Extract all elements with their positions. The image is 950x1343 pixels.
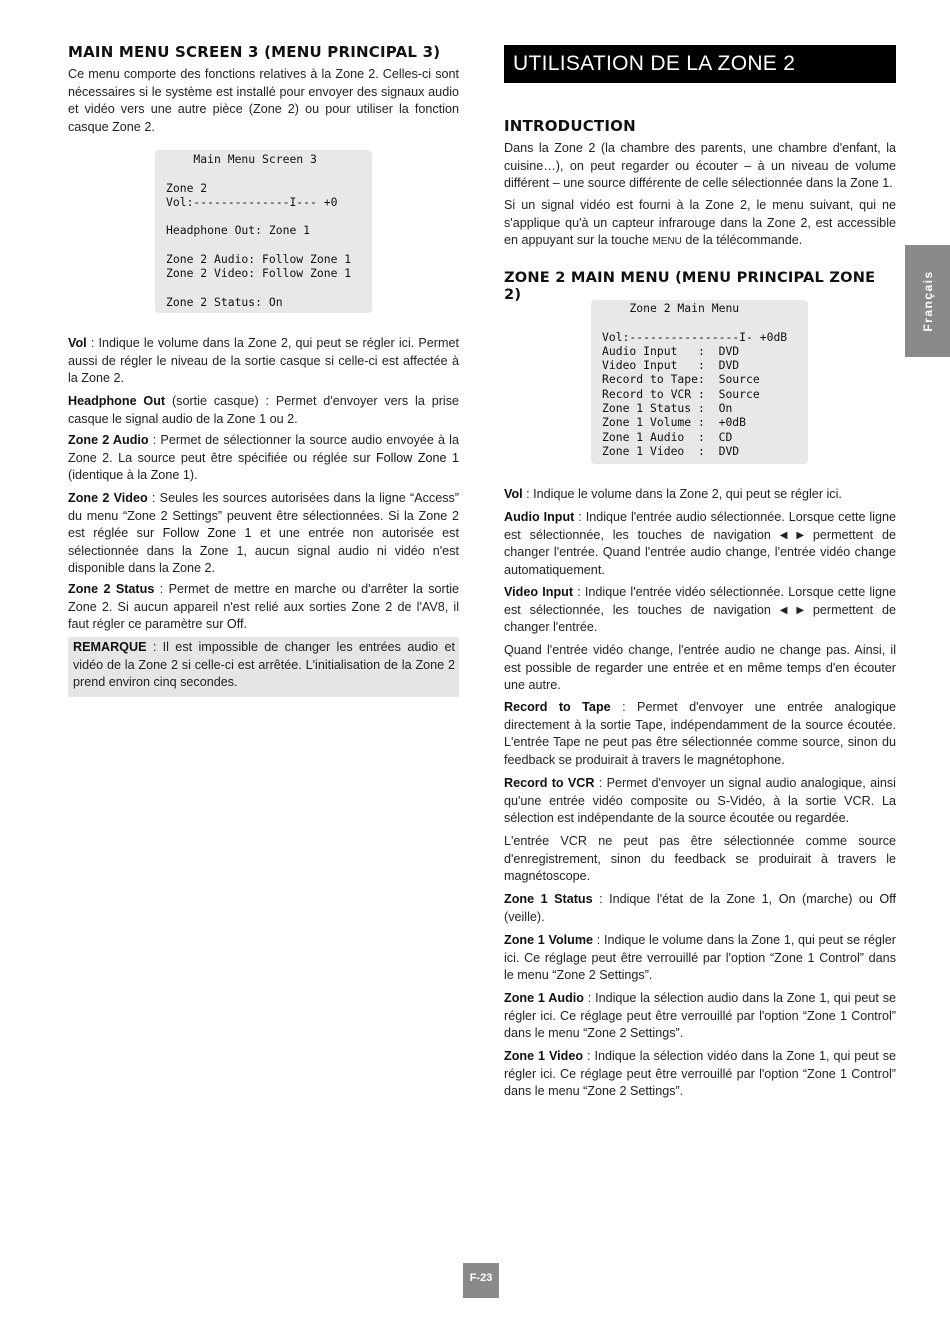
screen-line: Headphone Out: Zone 1 bbox=[166, 223, 311, 238]
zone1-status-term: Zone 1 Status bbox=[504, 892, 593, 906]
video-input-description bbox=[504, 584, 896, 637]
chapter-banner bbox=[504, 45, 896, 83]
screen-line: Zone 2 Video: Follow Zone 1 bbox=[166, 266, 352, 281]
screen-line: Main Menu Screen 3 bbox=[166, 152, 317, 166]
remark-box bbox=[68, 637, 459, 697]
headphone-term: Headphone Out bbox=[68, 394, 166, 408]
zone1-audio-description bbox=[504, 990, 896, 1043]
video-input-term: Video Input bbox=[504, 585, 574, 599]
vol-description bbox=[68, 335, 459, 388]
language-tab-label: Français bbox=[920, 270, 935, 332]
right-vol-description bbox=[504, 486, 896, 504]
video-input-text: : Indique l'entrée vidéo sélectionnée. Lorsque cette ligne est sélectionnée, les touches de navigation bbox=[504, 585, 896, 617]
intro-p2-end: de la télécommande. bbox=[681, 233, 803, 248]
zone2-audio-description bbox=[68, 432, 459, 485]
headphone-text: (sortie casque) : Permet d'envoyer vers la prise casque le signal audio de la Zone 1 ou 2. bbox=[68, 394, 459, 426]
audio-input-description bbox=[504, 509, 896, 579]
zone2-video-description bbox=[68, 490, 459, 578]
screen-line: Record to Tape: Source bbox=[602, 372, 760, 387]
follow-zone1-label: Follow Zone 1 bbox=[375, 450, 459, 465]
screen-line bbox=[166, 238, 351, 252]
record-to-tape-text: : Permet d'envoyer une entrée analogique directement à la sortie Tape, indépendamment de la source écoutée. L'entrée Tape ne peut pas être sélectionnée comme source, sinon du feedback se produirait à travers le magnétophone. bbox=[504, 700, 896, 767]
arrow-right-icon: ▶ bbox=[796, 529, 805, 541]
arrow-left-icon: ◀ bbox=[779, 604, 788, 616]
screen-line bbox=[602, 315, 787, 329]
zone1-status-text-2: (marche) ou bbox=[795, 892, 880, 906]
zone1-video-term: Zone 1 Video bbox=[504, 1049, 584, 1063]
zone1-audio-text: : Indique la sélection audio dans la Zone 1, qui peut se régler ici. Ce réglage peut être verrouillé par l'option “Zone 1 Control” dans le menu “Zone 2 Settings”. bbox=[504, 991, 896, 1041]
audio-input-text-end: permettent de changer l'entrée. Quand l'entrée audio change, l'entrée vidéo change automatiquement. bbox=[504, 527, 896, 577]
remark-text bbox=[73, 639, 455, 692]
intro-paragraph: Ce menu comporte des fonctions relatives à la Zone 2. Celles-ci sont nécessaires si le système est installé pour envoyer des signaux audio et vidéo vers une autre pièce (Zone 2) ou pour utiliser la fonction casque Zone 2. bbox=[68, 67, 459, 134]
follow-zone1-label: Follow Zone 1 bbox=[162, 526, 252, 541]
introduction-paragraph-2 bbox=[504, 197, 896, 251]
screen-line: Zone 1 Status : On bbox=[602, 401, 733, 416]
screen-line: Zone 2 Audio: Follow Zone 1 bbox=[166, 252, 352, 267]
zone1-volume-term: Zone 1 Volume bbox=[504, 933, 594, 947]
record-to-tape-term: Record to Tape bbox=[504, 700, 611, 714]
section-heading-main-menu-3: MAIN MENU SCREEN 3 (MENU PRINCIPAL 3) bbox=[68, 43, 441, 61]
main-menu-screen-3-display bbox=[155, 150, 372, 313]
zone2-audio-text: : Permet de sélectionner la source audio envoyée à la Zone 2. La source peut être spécifiée ou réglée sur bbox=[68, 433, 459, 465]
right-vol-text: : Indique le volume dans la Zone 2, qui peut se régler ici. bbox=[522, 487, 842, 501]
zone1-status-description bbox=[504, 891, 896, 926]
zone2-audio-term: Zone 2 Audio bbox=[68, 433, 149, 447]
screen-line: Vol:--------------I--- +0 bbox=[166, 194, 338, 209]
record-to-vcr-paragraph-2: L'entrée VCR ne peut pas être sélectionnée comme source d'enregistrement, sinon du feedback se produirait à travers le magnétoscope. bbox=[504, 834, 896, 884]
right-vol-term: Vol bbox=[504, 487, 523, 501]
off-label: Off bbox=[226, 617, 244, 632]
screen-line: Zone 2 Status: On bbox=[166, 294, 283, 309]
chapter-title: UTILISATION DE LA ZONE 2 bbox=[513, 52, 796, 75]
headphone-out-description bbox=[68, 393, 459, 428]
screen-line bbox=[166, 166, 351, 180]
remark-term: REMARQUE bbox=[73, 640, 147, 654]
screen-line: Audio Input : DVD bbox=[602, 343, 740, 358]
zone1-status-text: : Indique l'état de la Zone 1, bbox=[592, 892, 779, 906]
zone2-status-description bbox=[68, 581, 459, 634]
screen-line: Zone 1 Audio : CD bbox=[602, 429, 733, 444]
vol-text: : Indique le volume dans la Zone 2, qui peut se régler ici. Permet aussi de régler le niveau de la sortie casque si celle-ci est affectée à la Zone 2. bbox=[68, 336, 459, 386]
video-input-text-end: permettent de changer l'entrée. bbox=[504, 602, 896, 635]
vol-term: Vol bbox=[68, 336, 87, 350]
page-number-box bbox=[463, 1263, 499, 1298]
screen-line: Zone 2 bbox=[166, 180, 208, 195]
zone2-status-term: Zone 2 Status bbox=[68, 582, 155, 596]
audio-input-term: Audio Input bbox=[504, 510, 575, 524]
intro-p2-text: Si un signal vidéo est fourni à la Zone 2, le menu suivant, qui ne s'applique qu'à un capteur infrarouge dans la Zone 2, est accessible en appuyant sur la touche bbox=[504, 198, 896, 248]
page-number: F-23 bbox=[469, 1272, 493, 1284]
language-tab bbox=[905, 245, 950, 357]
on-label: On bbox=[778, 892, 796, 906]
zone2-video-term: Zone 2 Video bbox=[68, 491, 148, 505]
arrow-right-icon: ▶ bbox=[796, 604, 805, 616]
zone2-status-text: : Permet de mettre en marche ou d'arrêter la sortie Zone 2. Si aucun appareil n'est relié aux sorties Zone 2 de l'AV8, il faut régler ce paramètre sur bbox=[68, 582, 459, 632]
zone2-video-text: : Seules les sources autorisées dans la ligne “Access” du menu “Zone 2 Settings” peuvent être sélectionnées. Si la Zone 2 est réglée sur bbox=[68, 491, 459, 541]
remark-body: : Il est impossible de changer les entrées audio et vidéo de la Zone 2 si celle-ci est arrêtée. L'initialisation de la Zone 2 prend environ cinq secondes. bbox=[73, 640, 455, 690]
zone2-audio-text-end: (identique à la Zone 1). bbox=[68, 468, 198, 483]
zone1-status-text-3: (veille). bbox=[504, 909, 545, 924]
record-to-tape-description bbox=[504, 699, 896, 769]
screen-line bbox=[166, 209, 351, 223]
arrow-left-icon: ◀ bbox=[779, 529, 788, 541]
zone2-video-text-end: et une entrée non autorisée est sélectionnée dans la Zone 1, aucun signal audio ni vidéo n'est disponible dans la Zone 2. bbox=[68, 526, 459, 576]
section-heading-zone2-main-menu: ZONE 2 MAIN MENU (MENU PRINCIPAL ZONE 2) bbox=[504, 269, 876, 303]
zone2-main-menu-display bbox=[591, 300, 808, 464]
section-heading-introduction: INTRODUCTION bbox=[504, 117, 636, 135]
screen-line: Vol:----------------I- +0dB bbox=[602, 329, 788, 344]
zone1-volume-description bbox=[504, 932, 896, 985]
introduction-paragraph-1: Dans la Zone 2 (la chambre des parents, une chambre d'enfant, la cuisine…), on peut regarder ou écouter – à un niveau de volume différent – une source différente de celle sélectionnée dans la Zone 1. bbox=[504, 141, 896, 191]
record-to-vcr-text: : Permet d'envoyer un signal audio analogique, ainsi qu'une entrée vidéo composite ou S-Vidéo, à la sortie VCR. La sélection est indépendante de la source écoutée ou regardée. bbox=[504, 776, 896, 826]
menu-key-label: MENU bbox=[652, 236, 682, 248]
screen-line: Zone 2 Main Menu bbox=[602, 301, 740, 315]
off-label: Off bbox=[879, 892, 896, 906]
zone1-video-text: : Indique la sélection vidéo dans la Zone 1, qui peut se régler ici. Ce réglage peut être verrouillé par l'option “Zone 1 Control” dans le menu “Zone 2 Settings”. bbox=[504, 1049, 896, 1099]
record-to-vcr-term: Record to VCR bbox=[504, 776, 595, 790]
screen-line: Zone 1 Video : DVD bbox=[602, 443, 740, 458]
screen-line bbox=[166, 281, 351, 295]
zone1-volume-text: : Indique le volume dans la Zone 1, qui peut se régler ici. Ce réglage peut être verrouillé par l'option “Zone 1 Control” dans le menu “Zone 2 Settings”. bbox=[504, 933, 897, 983]
zone1-video-description bbox=[504, 1048, 896, 1101]
record-to-vcr-description bbox=[504, 775, 896, 828]
screen-line: Video Input : DVD bbox=[602, 358, 740, 373]
period: . bbox=[243, 617, 247, 632]
zone1-audio-term: Zone 1 Audio bbox=[504, 991, 584, 1005]
audio-input-text: : Indique l'entrée audio sélectionnée. Lorsque cette ligne est sélectionnée, les touches de navigation bbox=[504, 510, 896, 542]
video-input-paragraph-2: Quand l'entrée vidéo change, l'entrée audio ne change pas. Ainsi, il est possible de regarder une entrée et en même temps d'en écouter une autre. bbox=[504, 643, 896, 693]
screen-line: Record to VCR : Source bbox=[602, 386, 760, 401]
screen-line: Zone 1 Volume : +0dB bbox=[602, 415, 747, 430]
